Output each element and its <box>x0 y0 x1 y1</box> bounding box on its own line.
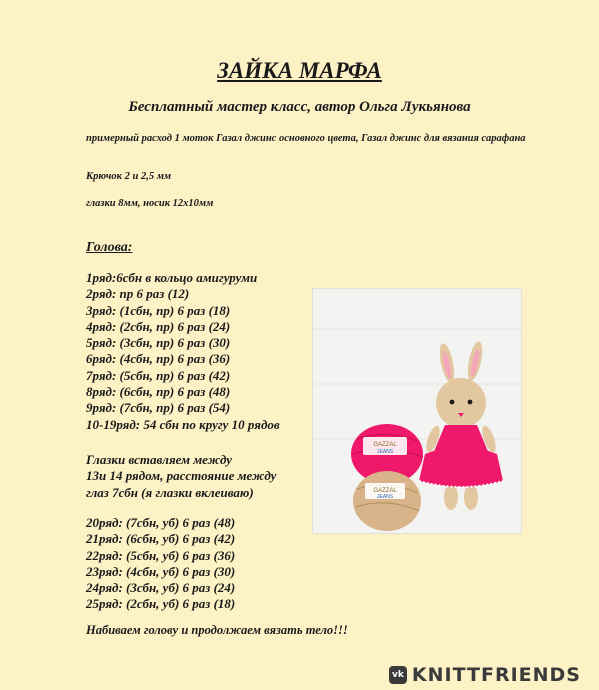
row-item: 5ряд: (3сбн, пр) 6 раз (30) <box>86 335 231 351</box>
row-item: 9ряд: (7сбн, пр) 6 раз (54) <box>86 400 231 416</box>
row-item: 4ряд: (2сбн, пр) 6 раз (24) <box>86 318 231 334</box>
row-item: 7ряд: (5сбн, пр) 6 раз (42) <box>86 367 231 383</box>
brand-text: KNITTFRIENDS <box>411 664 581 686</box>
row-item: 21ряд: (6сбн, уб) 6 раз (42) <box>86 531 236 547</box>
row-item: 23ряд: (4сбн, уб) 6 раз (30) <box>86 563 236 579</box>
row-item: 25ряд: (2сбн, уб) 6 раз (18) <box>86 596 236 612</box>
eyes-note-line: глаз 7сбн (я глазки вклеиваю) <box>86 484 254 500</box>
row-item: 24ряд: (3сбн, уб) 6 раз (24) <box>86 580 236 596</box>
vk-icon: vk <box>389 666 407 684</box>
eyes-text: глазки 8мм, носик 12х10мм <box>86 198 214 209</box>
row-item: 1ряд:6сбн в кольцо амигуруми <box>86 270 258 285</box>
hook-text: Крючок 2 и 2,5 мм <box>86 171 172 182</box>
row-item: 20ряд: (7сбн, уб) 6 раз (48) <box>86 515 236 530</box>
eyes-note <box>86 452 276 501</box>
row-item: 8ряд: (6сбн, пр) 6 раз (48) <box>86 384 231 400</box>
page-subtitle: Бесплатный мастер класс, автор Ольга Лукьянова <box>128 99 471 115</box>
eyes-note-line: 13и 14 рядом, расстояние между <box>86 468 277 484</box>
row-item: 3ряд: (1сбн, пр) 6 раз (18) <box>86 302 231 318</box>
yarn-label: GAZZAL <box>373 442 397 448</box>
page-title: ЗАЙКА МАРФА <box>217 58 382 83</box>
yarn-label: GAZZAL <box>373 488 397 494</box>
yarn-label-sub: JEANS <box>376 449 394 455</box>
brand-watermark <box>389 664 581 686</box>
rows-list-a <box>86 270 280 433</box>
materials-text: примерный расход 1 моток Газал джинс основного цвета, Газал джинс для вязания сарафана <box>86 133 526 144</box>
row-item: 2ряд: пр 6 раз (12) <box>86 286 190 302</box>
row-item: 10-19ряд: 54 сбн по кругу 10 рядов <box>86 416 280 432</box>
beige-yarn-ball <box>353 471 421 531</box>
bunny-photo <box>312 288 522 534</box>
row-item: 6ряд: (4сбн, пр) 6 раз (36) <box>86 351 231 367</box>
rows-list-b <box>86 515 235 613</box>
section-heading-head: Голова: <box>86 240 133 255</box>
row-item: 22ряд: (5сбн, уб) 6 раз (36) <box>86 547 236 563</box>
yarn-label-sub: JEANS <box>376 494 394 500</box>
final-note: Набиваем голову и продолжаем вязать тело!!! <box>86 623 348 637</box>
eyes-note-line: Глазки вставляем между <box>86 452 233 467</box>
